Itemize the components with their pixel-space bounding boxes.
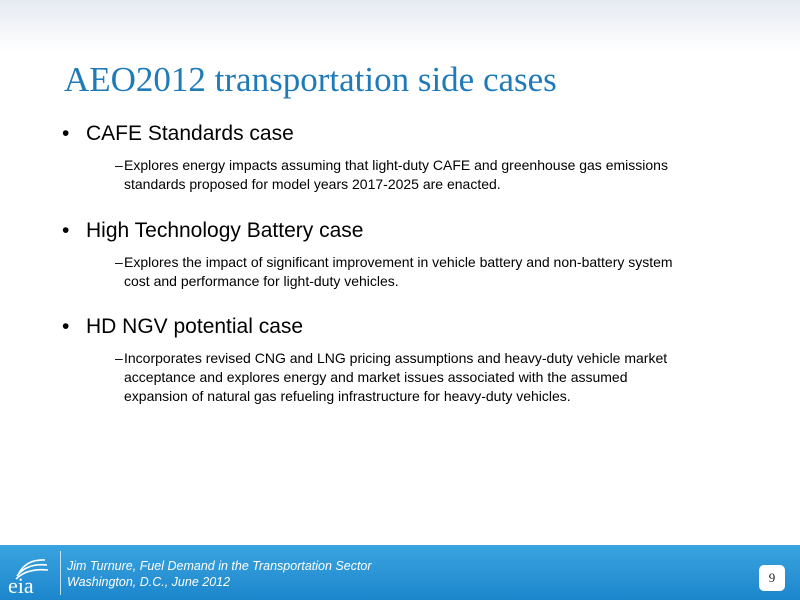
sub-line: standards proposed for model years 2017-2025 are enacted. — [124, 176, 501, 192]
bullet-heading-text: HD NGV potential case — [86, 315, 304, 338]
bullet-dot-icon: • — [62, 315, 70, 338]
sub-bullet-text — [124, 253, 745, 291]
sub-dash-icon: – — [115, 157, 123, 173]
page-number-badge: 9 — [759, 565, 785, 591]
sub-line: cost and performance for light-duty vehicles. — [124, 273, 399, 289]
footer-divider — [60, 551, 61, 595]
bullet-dot-icon: • — [62, 122, 70, 145]
sub-line: acceptance and explores energy and market issues associated with the assumed — [124, 369, 628, 385]
footer-band — [0, 545, 800, 600]
sub-dash-icon: – — [115, 254, 123, 270]
footer-line-author: Jim Turnure, Fuel Demand in the Transportation Sector — [67, 559, 372, 573]
sub-dash-icon: – — [115, 350, 123, 366]
eia-logo-text: eia — [8, 573, 34, 597]
header-band — [0, 0, 800, 52]
eia-logo-icon — [5, 551, 57, 597]
bullet-heading-text: CAFE Standards case — [86, 122, 294, 145]
sub-line: Explores energy impacts assuming that light-duty CAFE and greenhouse gas emissions — [124, 157, 668, 173]
bullet-heading-text: High Technology Battery case — [86, 219, 364, 242]
slide-title: AEO2012 transportation side cases — [64, 60, 557, 99]
footer-caption — [67, 558, 372, 590]
sub-line: Incorporates revised CNG and LNG pricing assumptions and heavy-duty vehicle market — [124, 350, 668, 366]
bullet-dot-icon: • — [62, 219, 70, 242]
sub-line: Explores the impact of significant improvement in vehicle battery and non-battery system — [124, 254, 673, 270]
footer-line-location: Washington, D.C., June 2012 — [67, 575, 231, 589]
sub-bullet-text — [124, 349, 745, 406]
sub-line: expansion of natural gas refueling infrastructure for heavy-duty vehicles. — [124, 388, 571, 404]
sub-bullet-text — [124, 156, 745, 194]
